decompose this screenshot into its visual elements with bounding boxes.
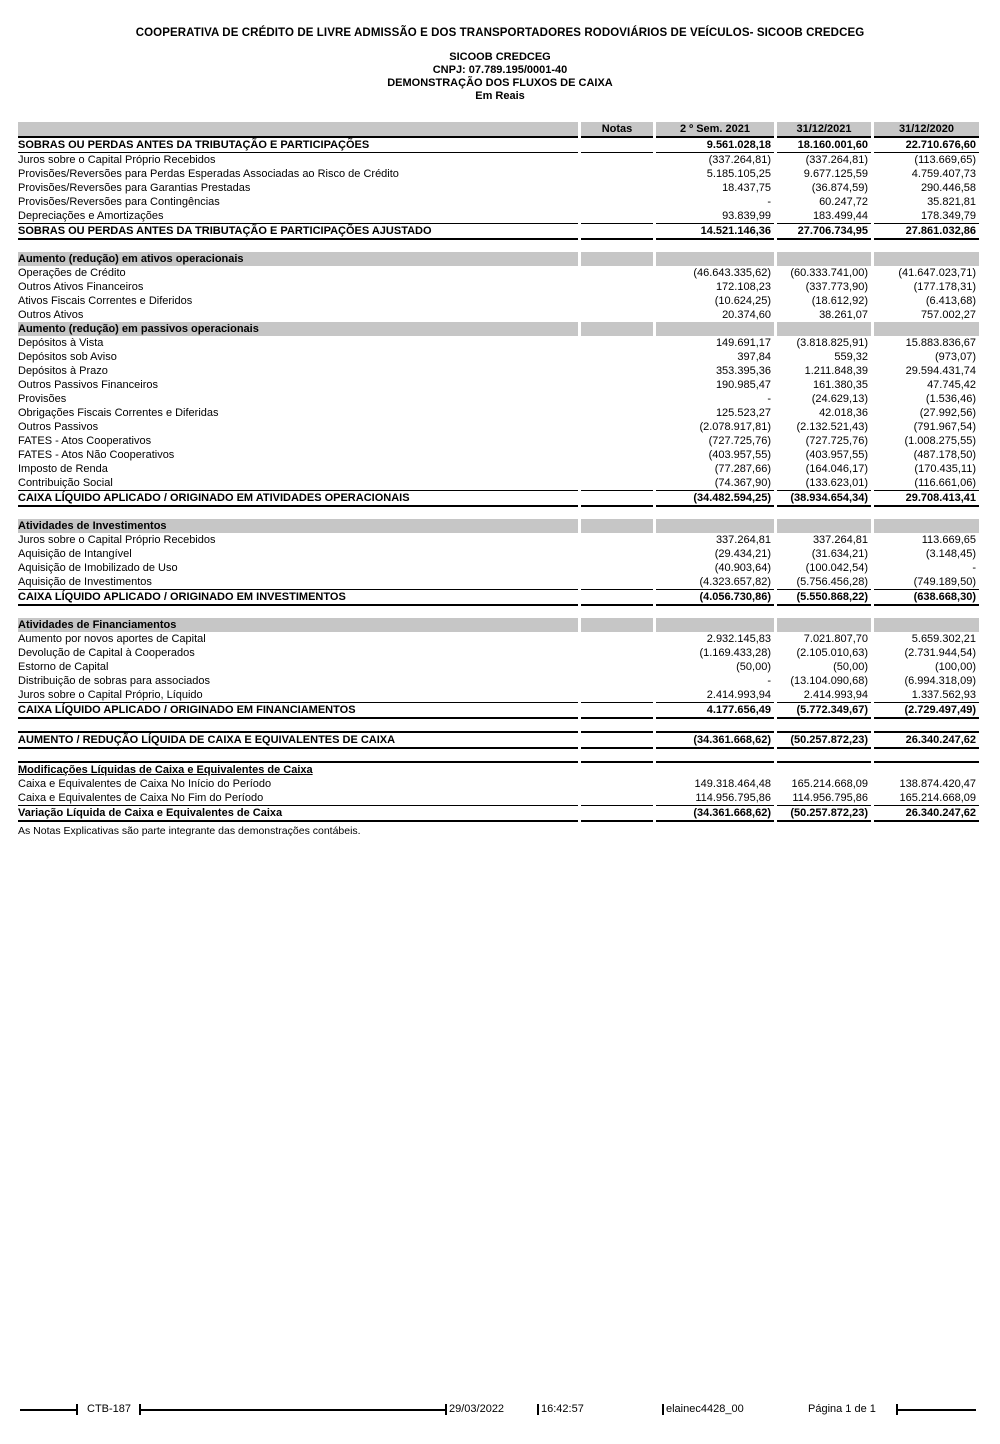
row-value [581, 378, 653, 392]
table-row [18, 308, 979, 322]
row-label: Depósitos à Prazo [18, 365, 108, 377]
row-value: (50,00) [833, 661, 868, 673]
row-value: (100.042,54) [805, 562, 868, 574]
row-label: Aquisição de Investimentos [18, 576, 152, 588]
row-value: (34.361.668,62) [656, 805, 774, 822]
row-value: - [767, 196, 771, 208]
row-value: 337.264,81 [715, 534, 771, 546]
row-value: (170.435,11) [914, 463, 976, 475]
row-value [581, 223, 653, 240]
row-label: Juros sobre o Capital Próprio Recebidos [18, 534, 216, 546]
row-value: 20.374,60 [722, 309, 771, 321]
table-row [18, 136, 979, 153]
row-value: 15.883.836,67 [905, 337, 976, 349]
table-row [18, 575, 979, 589]
row-value: 9.561.028,18 [656, 136, 774, 153]
row-value [581, 618, 653, 632]
row-value: (5.756.456,28) [796, 576, 868, 588]
row-value: (116.661,06) [914, 477, 976, 489]
spacer-row [18, 507, 979, 519]
section-band-row [18, 322, 979, 336]
row-value [581, 350, 653, 364]
row-label: Atividades de Financiamentos [18, 618, 578, 632]
row-value [656, 618, 774, 632]
row-value: (164.046,17) [805, 463, 868, 475]
table-row [18, 266, 979, 280]
spacer-row [18, 749, 979, 761]
row-label: Aumento por novos aportes de Capital [18, 633, 206, 645]
row-value [581, 434, 653, 448]
footer-tick [537, 1404, 539, 1415]
table-row [18, 490, 979, 507]
row-value: 290.446,58 [920, 182, 976, 194]
table-row [18, 476, 979, 490]
row-value [656, 252, 774, 266]
row-value: (177.178,31) [913, 281, 976, 293]
table-row [18, 167, 979, 181]
section-band-row [18, 519, 979, 533]
row-value: (34.482.594,25) [656, 490, 774, 507]
row-value [581, 674, 653, 688]
header-cell-empty [18, 122, 578, 136]
footer-rule [20, 1409, 76, 1411]
footer-tick [445, 1404, 447, 1415]
row-value: 93.839,99 [722, 210, 771, 222]
row-value: 172.108,23 [715, 281, 771, 293]
spacer-row [18, 606, 979, 618]
report-code: CTB-187 [87, 1403, 132, 1415]
row-value [581, 266, 653, 280]
row-value: 114.956.795,86 [792, 792, 868, 804]
row-value: 165.214.668,09 [791, 778, 868, 790]
row-value [581, 561, 653, 575]
table-row [18, 462, 979, 476]
column-header-sem2-2021: 2 º Sem. 2021 [656, 122, 774, 136]
table-row [18, 547, 979, 561]
row-label: Operações de Crédito [18, 267, 126, 279]
spacer-cell [18, 606, 979, 618]
row-label: Aumento (redução) em passivos operacionais [18, 322, 578, 336]
report-title: DEMONSTRAÇÃO DOS FLUXOS DE CAIXA [387, 77, 613, 89]
row-value: (31.634,21) [811, 548, 868, 560]
row-value: (36.874,59) [811, 182, 868, 194]
row-value [581, 660, 653, 674]
row-value: 149.318.464,48 [694, 778, 771, 790]
row-label: FATES - Atos Cooperativos [18, 435, 152, 447]
row-value: (5.772.349,67) [777, 702, 871, 719]
row-label: Outros Passivos [18, 421, 99, 433]
row-label: Aquisição de Intangível [18, 548, 132, 560]
spacer-cell [18, 507, 979, 519]
row-value [581, 519, 653, 533]
row-value: (113.669,65) [914, 154, 976, 166]
row-value: (3.818.825,91) [796, 337, 868, 349]
row-label: CAIXA LÍQUIDO APLICADO / ORIGINADO EM FINANCIAMENTOS [18, 702, 578, 719]
row-value: 29.708.413,41 [874, 490, 979, 507]
explanatory-note: As Notas Explicativas são parte integrante das demonstrações contábeis. [18, 825, 361, 837]
row-value [581, 791, 653, 805]
row-value [777, 519, 871, 533]
row-value: - [767, 393, 771, 405]
row-value: (50,00) [736, 661, 771, 673]
table-row [18, 805, 979, 822]
row-value: (727.725,76) [805, 435, 868, 447]
column-header-31-12-2020: 31/12/2020 [874, 122, 979, 136]
row-value [581, 805, 653, 822]
row-value: (40.903,64) [714, 562, 771, 574]
table-row [18, 420, 979, 434]
row-value [777, 252, 871, 266]
table-row [18, 181, 979, 195]
row-value [656, 761, 774, 777]
page-indicator: Página 1 de 1 [808, 1403, 876, 1415]
row-label: Outros Passivos Financeiros [18, 379, 158, 391]
row-value: 559,32 [834, 351, 868, 363]
row-value [777, 618, 871, 632]
row-value [581, 136, 653, 153]
row-label: Depósitos à Vista [18, 337, 104, 349]
row-value: (403.957,55) [708, 449, 771, 461]
row-value: 18.160.001,60 [777, 136, 871, 153]
row-value [777, 322, 871, 336]
row-value [581, 406, 653, 420]
cnpj: CNPJ: 07.789.195/0001-40 [432, 64, 568, 76]
table-row [18, 364, 979, 378]
row-label: Variação Líquida de Caixa e Equivalentes de Caixa [18, 805, 578, 822]
row-label: Atividades de Investimentos [18, 519, 578, 533]
row-value: (791.967,54) [913, 421, 976, 433]
row-value [581, 209, 653, 223]
row-value [656, 519, 774, 533]
row-value: (3.148,45) [925, 548, 976, 560]
row-value [581, 547, 653, 561]
row-value: (973,07) [935, 351, 976, 363]
row-value: 113.669,65 [921, 534, 976, 546]
row-value: 18.437,75 [722, 182, 771, 194]
row-value: (749.189,50) [913, 576, 976, 588]
row-value: 397,84 [737, 351, 771, 363]
row-label: Depósitos sob Aviso [18, 351, 117, 363]
row-value: (2.729.497,49) [874, 702, 979, 719]
row-value [581, 632, 653, 646]
row-value: 337.264,81 [812, 534, 868, 546]
row-value: (2.078.917,81) [699, 421, 771, 433]
table-row [18, 791, 979, 805]
row-value: (38.934.654,34) [777, 490, 871, 507]
section-band-row [18, 252, 979, 266]
row-value [874, 761, 979, 777]
row-value [581, 702, 653, 719]
row-label: Provisões/Reversões para Garantias Prestadas [18, 182, 251, 194]
print-time: 16:42:57 [541, 1403, 584, 1415]
row-value: 1.337.562,93 [911, 689, 976, 701]
row-label: CAIXA LÍQUIDO APLICADO / ORIGINADO EM ATIVIDADES OPERACIONAIS [18, 490, 578, 507]
document-header [0, 0, 1000, 103]
spacer-row [18, 240, 979, 252]
row-value: 183.499,44 [812, 210, 868, 222]
row-value: (2.132.521,43) [796, 421, 868, 433]
row-label: Juros sobre o Capital Próprio, Líquido [18, 689, 203, 701]
row-value: 9.677.125,59 [803, 168, 868, 180]
row-label: Distribuição de sobras para associados [18, 675, 210, 687]
row-label: Imposto de Renda [18, 463, 108, 475]
row-value: 114.956.795,86 [695, 792, 771, 804]
table-row [18, 777, 979, 791]
footer-rule [141, 1409, 445, 1411]
row-value: 38.261,07 [819, 309, 868, 321]
row-label: FATES - Atos Não Cooperativos [18, 449, 175, 461]
row-value: 149.691,17 [715, 337, 771, 349]
row-label: Ativos Fiscais Correntes e Diferidos [18, 295, 193, 307]
row-value: (100,00) [935, 661, 976, 673]
row-label: Aquisição de Imobilizado de Uso [18, 562, 178, 574]
table-row [18, 434, 979, 448]
footer-rule [898, 1409, 976, 1411]
row-value [581, 777, 653, 791]
row-value: 14.521.146,36 [656, 223, 774, 240]
table-row [18, 280, 979, 294]
row-value [581, 252, 653, 266]
row-value: (10.624,25) [714, 295, 771, 307]
table-row [18, 448, 979, 462]
row-label: AUMENTO / REDUÇÃO LÍQUIDA DE CAIXA E EQUIVALENTES DE CAIXA [18, 731, 578, 749]
table-row [18, 392, 979, 406]
row-value [581, 490, 653, 507]
row-value: 27.706.734,95 [777, 223, 871, 240]
row-value [581, 280, 653, 294]
row-label: Devolução de Capital à Cooperados [18, 647, 195, 659]
row-value: 161.380,35 [812, 379, 868, 391]
report-identification [0, 51, 1000, 103]
row-value: 5.185.105,25 [706, 168, 771, 180]
row-value: 35.821,81 [927, 196, 976, 208]
table-row [18, 533, 979, 547]
row-value: (337.264,81) [805, 154, 868, 166]
row-value: (50.257.872,23) [777, 805, 871, 822]
cash-flow-table-wrap [15, 122, 1000, 822]
row-value: 26.340.247,62 [874, 731, 979, 749]
spacer-row [18, 719, 979, 731]
row-value: (74.367,90) [714, 477, 771, 489]
spacer-cell [18, 719, 979, 731]
row-value: (6.994.318,09) [904, 675, 976, 687]
row-value: (4.056.730,86) [656, 589, 774, 606]
row-value: (18.612,92) [811, 295, 868, 307]
row-value [874, 252, 979, 266]
row-value: 27.861.032,86 [874, 223, 979, 240]
row-value [581, 420, 653, 434]
row-label: Outros Ativos Financeiros [18, 281, 144, 293]
row-value: (638.668,30) [874, 589, 979, 606]
row-value [581, 167, 653, 181]
row-value: (13.104.090,68) [790, 675, 868, 687]
row-label: Provisões/Reversões para Contingências [18, 196, 220, 208]
row-value [581, 294, 653, 308]
spacer-cell [18, 240, 979, 252]
row-value: (46.643.335,62) [693, 267, 771, 279]
row-label: Provisões/Reversões para Perdas Esperadas Associadas ao Risco de Crédito [18, 168, 399, 180]
row-value [581, 761, 653, 777]
row-value: 1.211.848,39 [804, 365, 868, 377]
row-value [874, 519, 979, 533]
row-value: (77.287,66) [714, 463, 771, 475]
row-value [581, 181, 653, 195]
row-value [581, 589, 653, 606]
row-value: 190.985,47 [715, 379, 771, 391]
row-value [581, 364, 653, 378]
row-label: Provisões [18, 393, 67, 405]
row-value: (2.105.010,63) [796, 647, 868, 659]
row-label: Juros sobre o Capital Próprio Recebidos [18, 154, 216, 166]
row-value [581, 448, 653, 462]
row-label: Contribuição Social [18, 477, 113, 489]
column-header-notas: Notas [581, 122, 653, 136]
row-value: (337.264,81) [708, 154, 771, 166]
row-value [581, 308, 653, 322]
footer-tick [76, 1404, 78, 1415]
row-label: Aumento (redução) em ativos operacionais [18, 252, 578, 266]
table-row [18, 209, 979, 223]
row-value: (6.413,68) [925, 295, 976, 307]
table-row [18, 688, 979, 702]
table-row [18, 294, 979, 308]
row-value: (487.178,50) [913, 449, 976, 461]
row-value [581, 646, 653, 660]
row-label: Estorno de Capital [18, 661, 109, 673]
row-label: CAIXA LÍQUIDO APLICADO / ORIGINADO EM INVESTIMENTOS [18, 589, 578, 606]
row-value: 757.002,27 [920, 309, 976, 321]
column-header-31-12-2021: 31/12/2021 [777, 122, 871, 136]
row-value: 4.759.407,73 [911, 168, 976, 180]
row-value [581, 575, 653, 589]
table-row [18, 406, 979, 420]
table-row [18, 561, 979, 575]
row-value: (50.257.872,23) [777, 731, 871, 749]
username: elainec4428_00 [666, 1403, 744, 1415]
spacer-cell [18, 749, 979, 761]
row-value: 2.932.145,83 [706, 633, 771, 645]
row-value [581, 731, 653, 749]
row-value [581, 153, 653, 167]
row-value: 5.659.302,21 [911, 633, 976, 645]
row-label: Depreciações e Amortizações [18, 210, 164, 222]
row-value: (403.957,55) [805, 449, 868, 461]
row-value [777, 761, 871, 777]
organization-name: COOPERATIVA DE CRÉDITO DE LIVRE ADMISSÃO E DOS TRANSPORTADORES RODOVIÁRIOS DE VEÍCULOS- SICOOB CREDCEG [135, 27, 865, 39]
row-value [581, 462, 653, 476]
row-value: (29.434,21) [714, 548, 771, 560]
row-value [581, 533, 653, 547]
row-value: 165.214.668,09 [899, 792, 976, 804]
row-value: (5.550.868,22) [777, 589, 871, 606]
row-value: 4.177.656,49 [656, 702, 774, 719]
row-value: 22.710.676,60 [874, 136, 979, 153]
print-date: 29/03/2022 [449, 1403, 505, 1415]
row-value [581, 322, 653, 336]
row-value: (41.647.023,71) [898, 267, 976, 279]
row-value: 26.340.247,62 [874, 805, 979, 822]
row-value: 353.395,36 [715, 365, 771, 377]
table-row [18, 153, 979, 167]
row-value: (133.623,01) [805, 477, 868, 489]
row-value [581, 476, 653, 490]
row-value: (1.008.275,55) [904, 435, 976, 447]
table-row [18, 336, 979, 350]
row-value: 60.247,72 [819, 196, 868, 208]
section-band-row [18, 618, 979, 632]
row-value [581, 195, 653, 209]
row-value: (24.629,13) [811, 393, 868, 405]
row-value: - [767, 675, 771, 687]
table-row [18, 632, 979, 646]
table-row [18, 761, 979, 777]
page-footer [0, 1404, 1000, 1422]
row-value: 125.523,27 [715, 407, 771, 419]
table-row [18, 731, 979, 749]
row-value: (1.536,46) [925, 393, 976, 405]
table-header-row [18, 122, 979, 136]
row-label: Outros Ativos [18, 309, 84, 321]
row-value: 138.874.420,47 [899, 778, 976, 790]
row-value: 178.349,79 [920, 210, 976, 222]
row-label: Caixa e Equivalentes de Caixa No Fim do Período [18, 792, 264, 804]
row-label: SOBRAS OU PERDAS ANTES DA TRIBUTAÇÃO E PARTICIPAÇÕES [18, 136, 578, 153]
row-value: (27.992,56) [919, 407, 976, 419]
row-label: Caixa e Equivalentes de Caixa No Início do Período [18, 778, 272, 790]
row-value [581, 392, 653, 406]
table-row [18, 350, 979, 364]
row-value: (337.773,90) [805, 281, 868, 293]
row-value: (4.323.657,82) [699, 576, 771, 588]
row-value [581, 336, 653, 350]
table-row [18, 195, 979, 209]
row-value: (2.731.944,54) [904, 647, 976, 659]
row-value: - [972, 562, 976, 574]
row-value [874, 322, 979, 336]
row-value: 7.021.807,70 [803, 633, 868, 645]
row-value [581, 688, 653, 702]
row-value: 42.018,36 [819, 407, 868, 419]
cash-flow-table [15, 122, 982, 822]
table-row [18, 378, 979, 392]
row-value: (1.169.433,28) [699, 647, 771, 659]
table-row [18, 223, 979, 240]
currency-note: Em Reais [475, 90, 525, 102]
table-row [18, 702, 979, 719]
row-value: 2.414.993,94 [706, 689, 771, 701]
row-label: Modificações Líquidas de Caixa e Equivalentes de Caixa [18, 761, 578, 777]
table-row [18, 674, 979, 688]
row-value: 47.745,42 [927, 379, 976, 391]
row-label: Obrigações Fiscais Correntes e Diferidas [18, 407, 219, 419]
row-value: 2.414.993,94 [803, 689, 868, 701]
entity-name: SICOOB CREDCEG [449, 51, 551, 63]
table-row [18, 589, 979, 606]
row-value [874, 618, 979, 632]
footer-tick [662, 1404, 664, 1415]
row-value: (60.333.741,00) [790, 267, 868, 279]
row-value: (727.725,76) [708, 435, 771, 447]
row-value: (34.361.668,62) [656, 731, 774, 749]
table-row [18, 660, 979, 674]
table-row [18, 646, 979, 660]
row-label: SOBRAS OU PERDAS ANTES DA TRIBUTAÇÃO E PARTICIPAÇÕES AJUSTADO [18, 223, 578, 240]
row-value [656, 322, 774, 336]
row-value: 29.594.431,74 [905, 365, 976, 377]
